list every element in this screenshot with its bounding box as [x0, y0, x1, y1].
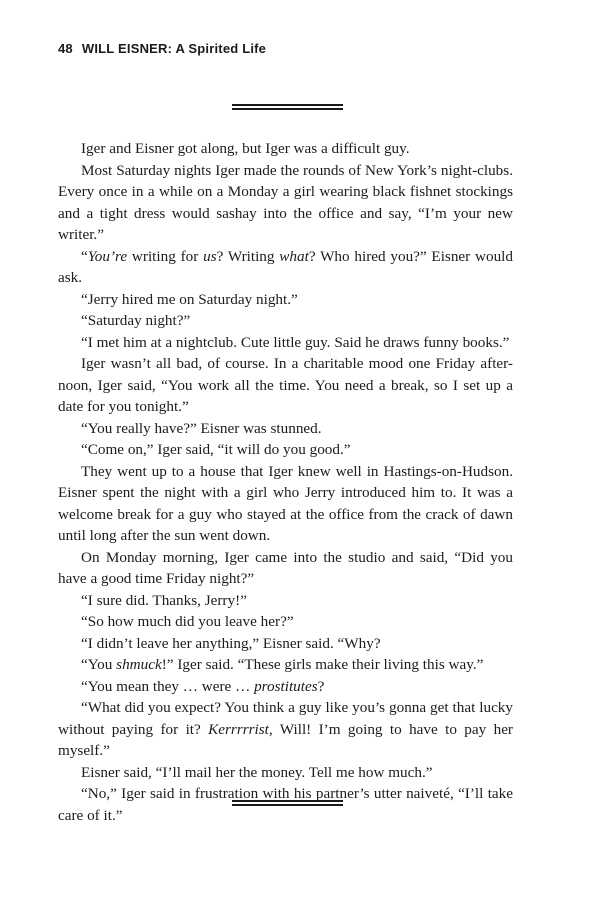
text-run: “What did you expect? You think a guy like you’s gonna get that lucky without paying for it? [58, 699, 513, 738]
paragraph [58, 590, 513, 612]
running-header [58, 41, 266, 56]
paragraph [58, 633, 513, 655]
italic-text: prostitutes [254, 677, 318, 695]
paragraph [58, 160, 513, 246]
paragraph [58, 246, 513, 289]
paragraph [58, 654, 513, 676]
italic-text: us [203, 247, 217, 265]
text-run: ? Who hired you?” Eisner would ask. [58, 247, 513, 286]
section-divider-bottom [232, 800, 343, 806]
text-run: ? Writing [216, 247, 280, 265]
italic-text: Kerrrrrist, [208, 720, 273, 738]
text-run: “Jerry hired me on Saturday night.” [81, 290, 298, 308]
text-run: Most Saturday nights Iger made the rounds of New York’s night-clubs. Every once in a while on a Monday a girl wearing black fishnet stockings and a tight dress would sashay into the office and say, “I’m your new writer.” [58, 161, 513, 243]
text-run: They went up to a house that Iger knew well in Hastings-on-Hudson. Eisner spent the night with a girl who Jerry introduced him to. It was a welcome break for a guy who stayed at the office from the crack of dawn until long after the sun went down. [58, 462, 513, 544]
italic-text: You’re [87, 247, 128, 265]
text-run: “Come on,” Iger said, “it will do you good.” [81, 441, 351, 458]
text-run: On Monday morning, Iger came into the studio and said, “Did you have a good time Friday night?” [58, 548, 513, 587]
paragraph [58, 439, 513, 461]
page-number: 48 [58, 41, 73, 56]
text-run: “Saturday night?” [81, 312, 191, 329]
paragraph [58, 418, 513, 440]
paragraph [58, 332, 513, 354]
text-run: Iger and Eisner got along, but Iger was a difficult guy. [81, 140, 410, 157]
italic-text: shmuck [116, 656, 162, 673]
text-run: “You mean they … were … [81, 677, 255, 695]
text-run: “No,” Iger said in frustration with his partner’s utter naiveté, “I’ll take care of it.” [58, 785, 513, 824]
text-run: Iger wasn’t all bad, of course. In a charitable mood one Friday after-noon, Iger said, “You work all the time. You need a break, so I set up a date for you tonight.” [58, 355, 513, 415]
text-run: “I met him at a nightclub. Cute little guy. Said he draws funny books.” [81, 333, 510, 351]
paragraph [58, 310, 513, 332]
body-text [58, 138, 513, 826]
text-run: “I sure did. Thanks, Jerry!” [81, 591, 247, 609]
paragraph [58, 697, 513, 762]
text-run: “You [81, 656, 117, 673]
paragraph [58, 461, 513, 547]
running-title: WILL EISNER: A Spirited Life [81, 41, 267, 56]
text-run: Eisner said, “I’ll mail her the money. Tell me how much.” [81, 763, 433, 781]
paragraph [58, 547, 513, 590]
paragraph [58, 138, 513, 160]
paragraph [58, 676, 513, 698]
text-run: “You really have?” Eisner was stunned. [81, 419, 322, 437]
text-run: writing for [127, 247, 204, 265]
text-run: !” Iger said. “These girls make their living this way.” [161, 656, 484, 673]
paragraph [58, 289, 513, 311]
text-run: “I didn’t leave her anything,” Eisner said. “Why? [81, 634, 381, 652]
text-run: ? [317, 677, 325, 695]
text-run: “ [81, 247, 88, 265]
text-run: “So how much did you leave her?” [81, 613, 294, 630]
text-run: Will! I’m going to have to pay her myself.” [58, 720, 513, 759]
section-divider-top [232, 104, 343, 110]
italic-text: what [279, 247, 309, 265]
paragraph [58, 611, 513, 633]
paragraph [58, 353, 513, 418]
paragraph [58, 762, 513, 784]
